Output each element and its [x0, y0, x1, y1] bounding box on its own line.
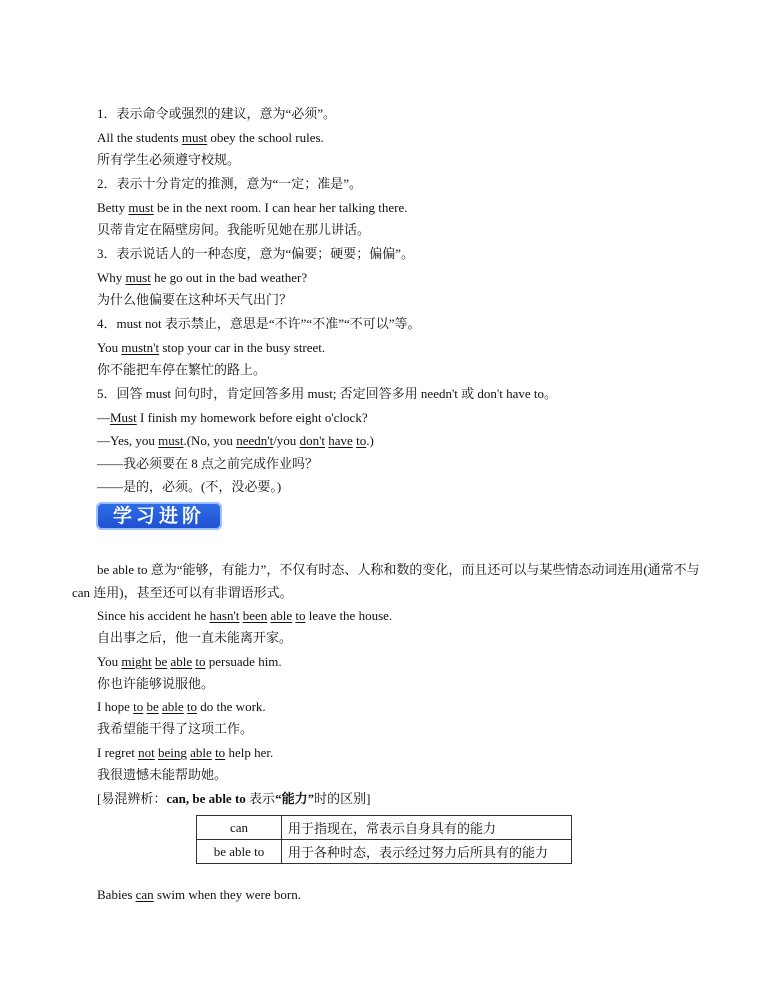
rule-5: 5．回答 must 问句时，肯定回答多用 must; 否定回答多用 needn't 或 don't have to。: [97, 386, 558, 401]
example-3-translation: 为什么他偏要在这种坏天气出门？: [97, 292, 293, 307]
table-cell-term: can: [197, 816, 282, 840]
answer-translation: ——是的，必须。(不，没必要。): [97, 479, 282, 494]
example-1: All the students must obey the school rules.: [97, 130, 324, 145]
able-example-4: I regret not being able to help her.: [97, 745, 274, 760]
table-cell-term: be able to: [197, 840, 282, 864]
table-cell-usage: 用于指现在，常表示自身具有的能力: [282, 816, 572, 840]
rule-3: 3．表示说话人的一种态度，意为“偏要；硬要；偏偏”。: [97, 246, 415, 261]
table-row: [197, 840, 572, 864]
rule-4: 4．must not 表示禁止，意思是“不许”“不准”“不可以”等。: [97, 316, 421, 331]
dialogue-question: —Must I finish my homework before eight o'clock?: [97, 410, 368, 425]
able-example-3-translation: 我希望能干得了这项工作。: [97, 721, 254, 736]
example-3: Why must he go out in the bad weather?: [97, 270, 308, 285]
dialogue-answer: —Yes, you must.(No, you needn't/you don't have to.): [97, 433, 374, 448]
table-cell-usage: 用于各种时态，表示经过努力后所具有的能力: [282, 840, 572, 864]
example-4: You mustn't stop your car in the busy street.: [97, 340, 326, 355]
able-example-1: Since his accident he hasn't been able to leave the house.: [97, 608, 393, 623]
example-2: Betty must be in the next room. I can hear her talking there.: [97, 200, 408, 215]
section-badge: 学习进阶: [96, 502, 222, 530]
able-to-intro: be able to 意为“能够，有能力”，不仅有时态、人称和数的变化，而且还可以与某些情态动词连用(通常不与 can 连用)，甚至还可以有非谓语形式。: [72, 562, 700, 600]
able-example-1-translation: 自出事之后，他一直未能离开家。: [97, 630, 293, 645]
able-example-4-translation: 我很遗憾未能帮助她。: [97, 767, 228, 782]
rule-1: 1．表示命令或强烈的建议，意为“必须”。: [97, 106, 337, 121]
able-example-2-translation: 你也许能够说服他。: [97, 676, 215, 691]
table-row: [197, 816, 572, 840]
example-4-translation: 你不能把车停在繁忙的路上。: [97, 362, 267, 377]
example-1-translation: 所有学生必须遵守校规。: [97, 152, 241, 167]
question-translation: ——我必须要在 8 点之前完成作业吗？: [97, 456, 319, 471]
comparison-heading: [易混辨析：can, be able to 表示“能力”时的区别]: [97, 791, 371, 806]
rule-2: 2．表示十分肯定的推测，意为“一定；准是”。: [97, 176, 363, 191]
example-2-translation: 贝蒂肯定在隔壁房间。我能听见她在那儿讲话。: [97, 222, 371, 237]
able-example-3: I hope to be able to do the work.: [97, 699, 266, 714]
able-example-2: You might be able to persuade him.: [97, 654, 282, 669]
final-example: Babies can swim when they were born.: [97, 887, 301, 902]
comparison-table: [196, 815, 572, 864]
